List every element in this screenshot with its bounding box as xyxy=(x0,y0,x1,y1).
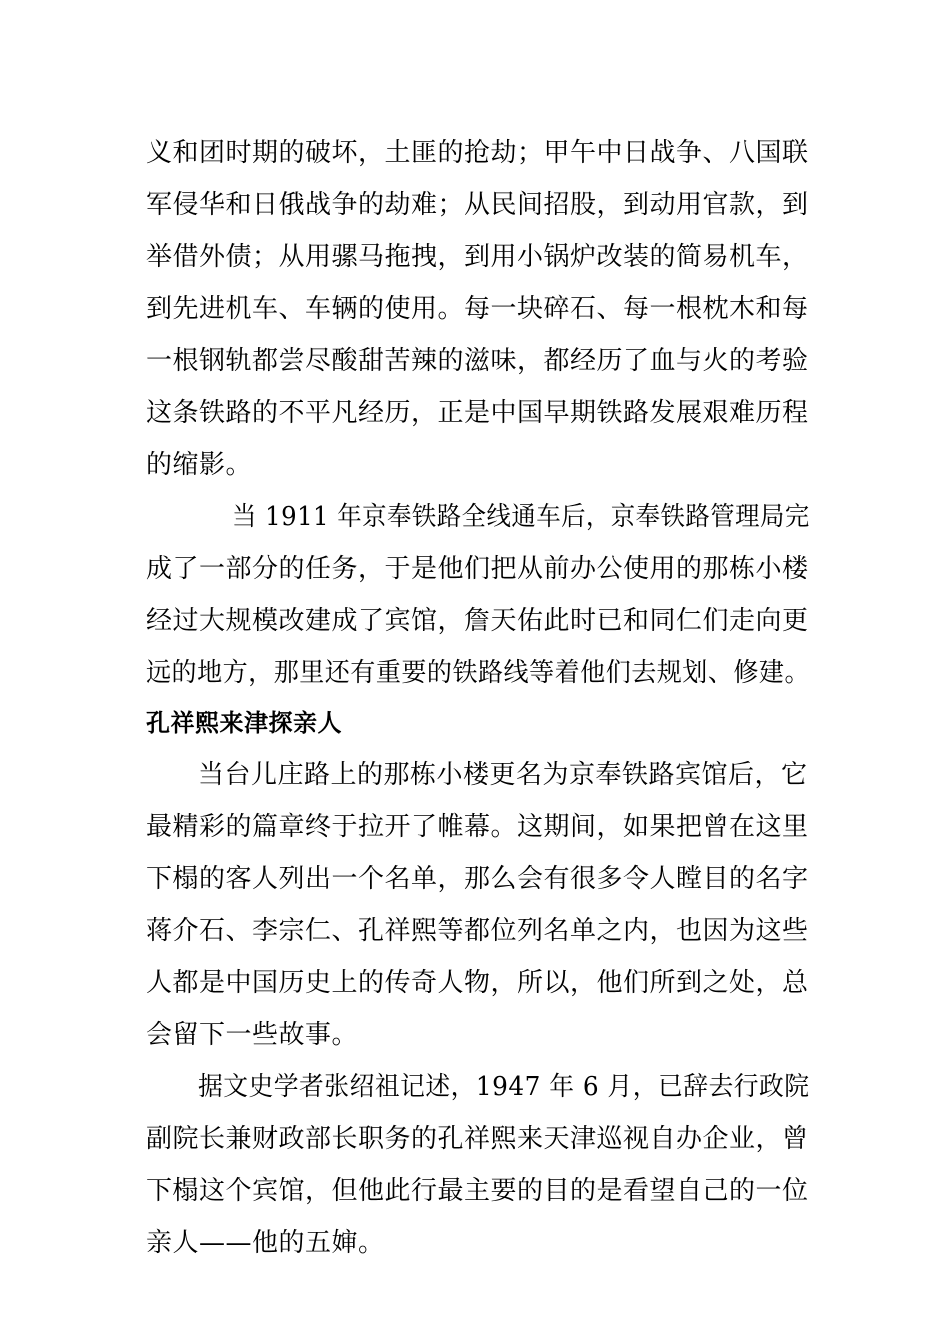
paragraph-1-line-3: 举借外债；从用骡马拖拽，到用小锅炉改装的简易机车， xyxy=(146,242,809,272)
paragraph-2-line-1: 当 1911 年京奉铁路全线通车后，京奉铁路管理局完 xyxy=(232,502,810,532)
paragraph-2-line-4: 远的地方，那里还有重要的铁路线等着他们去规划、修建。 xyxy=(146,658,811,688)
section-paragraph-1-line-3: 下榻的客人列出一个名单，那么会有很多令人瞠目的名字 xyxy=(146,864,809,894)
section-paragraph-2-line-2: 副院长兼财政部长职务的孔祥熙来天津巡视自办企业，曾 xyxy=(146,1124,809,1154)
paragraph-1-line-6: 这条铁路的不平凡经历，正是中国早期铁路发展艰难历程 xyxy=(146,398,809,428)
section-paragraph-1-line-4: 蒋介石、李宗仁、孔祥熙等都位列名单之内，也因为这些 xyxy=(146,916,809,946)
paragraph-1-line-7: 的缩影。 xyxy=(146,450,253,480)
section-paragraph-1-line-1: 当台儿庄路上的那栋小楼更名为京奉铁路宾馆后，它 xyxy=(198,760,808,790)
paragraph-1-line-1: 义和团时期的破坏，土匪的抢劫；甲午中日战争、八国联 xyxy=(146,138,809,168)
paragraph-1-line-2: 军侵华和日俄战争的劫难；从民间招股，到动用官款，到 xyxy=(146,190,809,220)
section-paragraph-2-line-4: 亲人——他的五婶。 xyxy=(146,1228,385,1258)
section-paragraph-1-line-2: 最精彩的篇章终于拉开了帷幕。这期间，如果把曾在这里 xyxy=(146,812,809,842)
paragraph-2-line-3: 经过大规模改建成了宾馆，詹天佑此时已和同仁们走向更 xyxy=(146,606,809,636)
paragraph-1-line-5: 一根钢轨都尝尽酸甜苦辣的滋味，都经历了血与火的考验 xyxy=(146,346,809,376)
section-paragraph-1-line-6: 会留下一些故事。 xyxy=(146,1020,359,1050)
paragraph-2-line-2: 成了一部分的任务，于是他们把从前办公使用的那栋小楼 xyxy=(146,554,809,584)
paragraph-1-line-4: 到先进机车、车辆的使用。每一块碎石、每一根枕木和每 xyxy=(146,294,809,324)
section-paragraph-1-line-5: 人都是中国历史上的传奇人物，所以，他们所到之处，总 xyxy=(146,968,809,998)
section-paragraph-2-line-3: 下榻这个宾馆，但他此行最主要的目的是看望自己的一位 xyxy=(146,1176,809,1206)
section-paragraph-2-line-1: 据文史学者张绍祖记述，1947 年 6 月，已辞去行政院 xyxy=(198,1072,810,1102)
section-heading: 孔祥熙来津探亲人 xyxy=(146,709,342,737)
